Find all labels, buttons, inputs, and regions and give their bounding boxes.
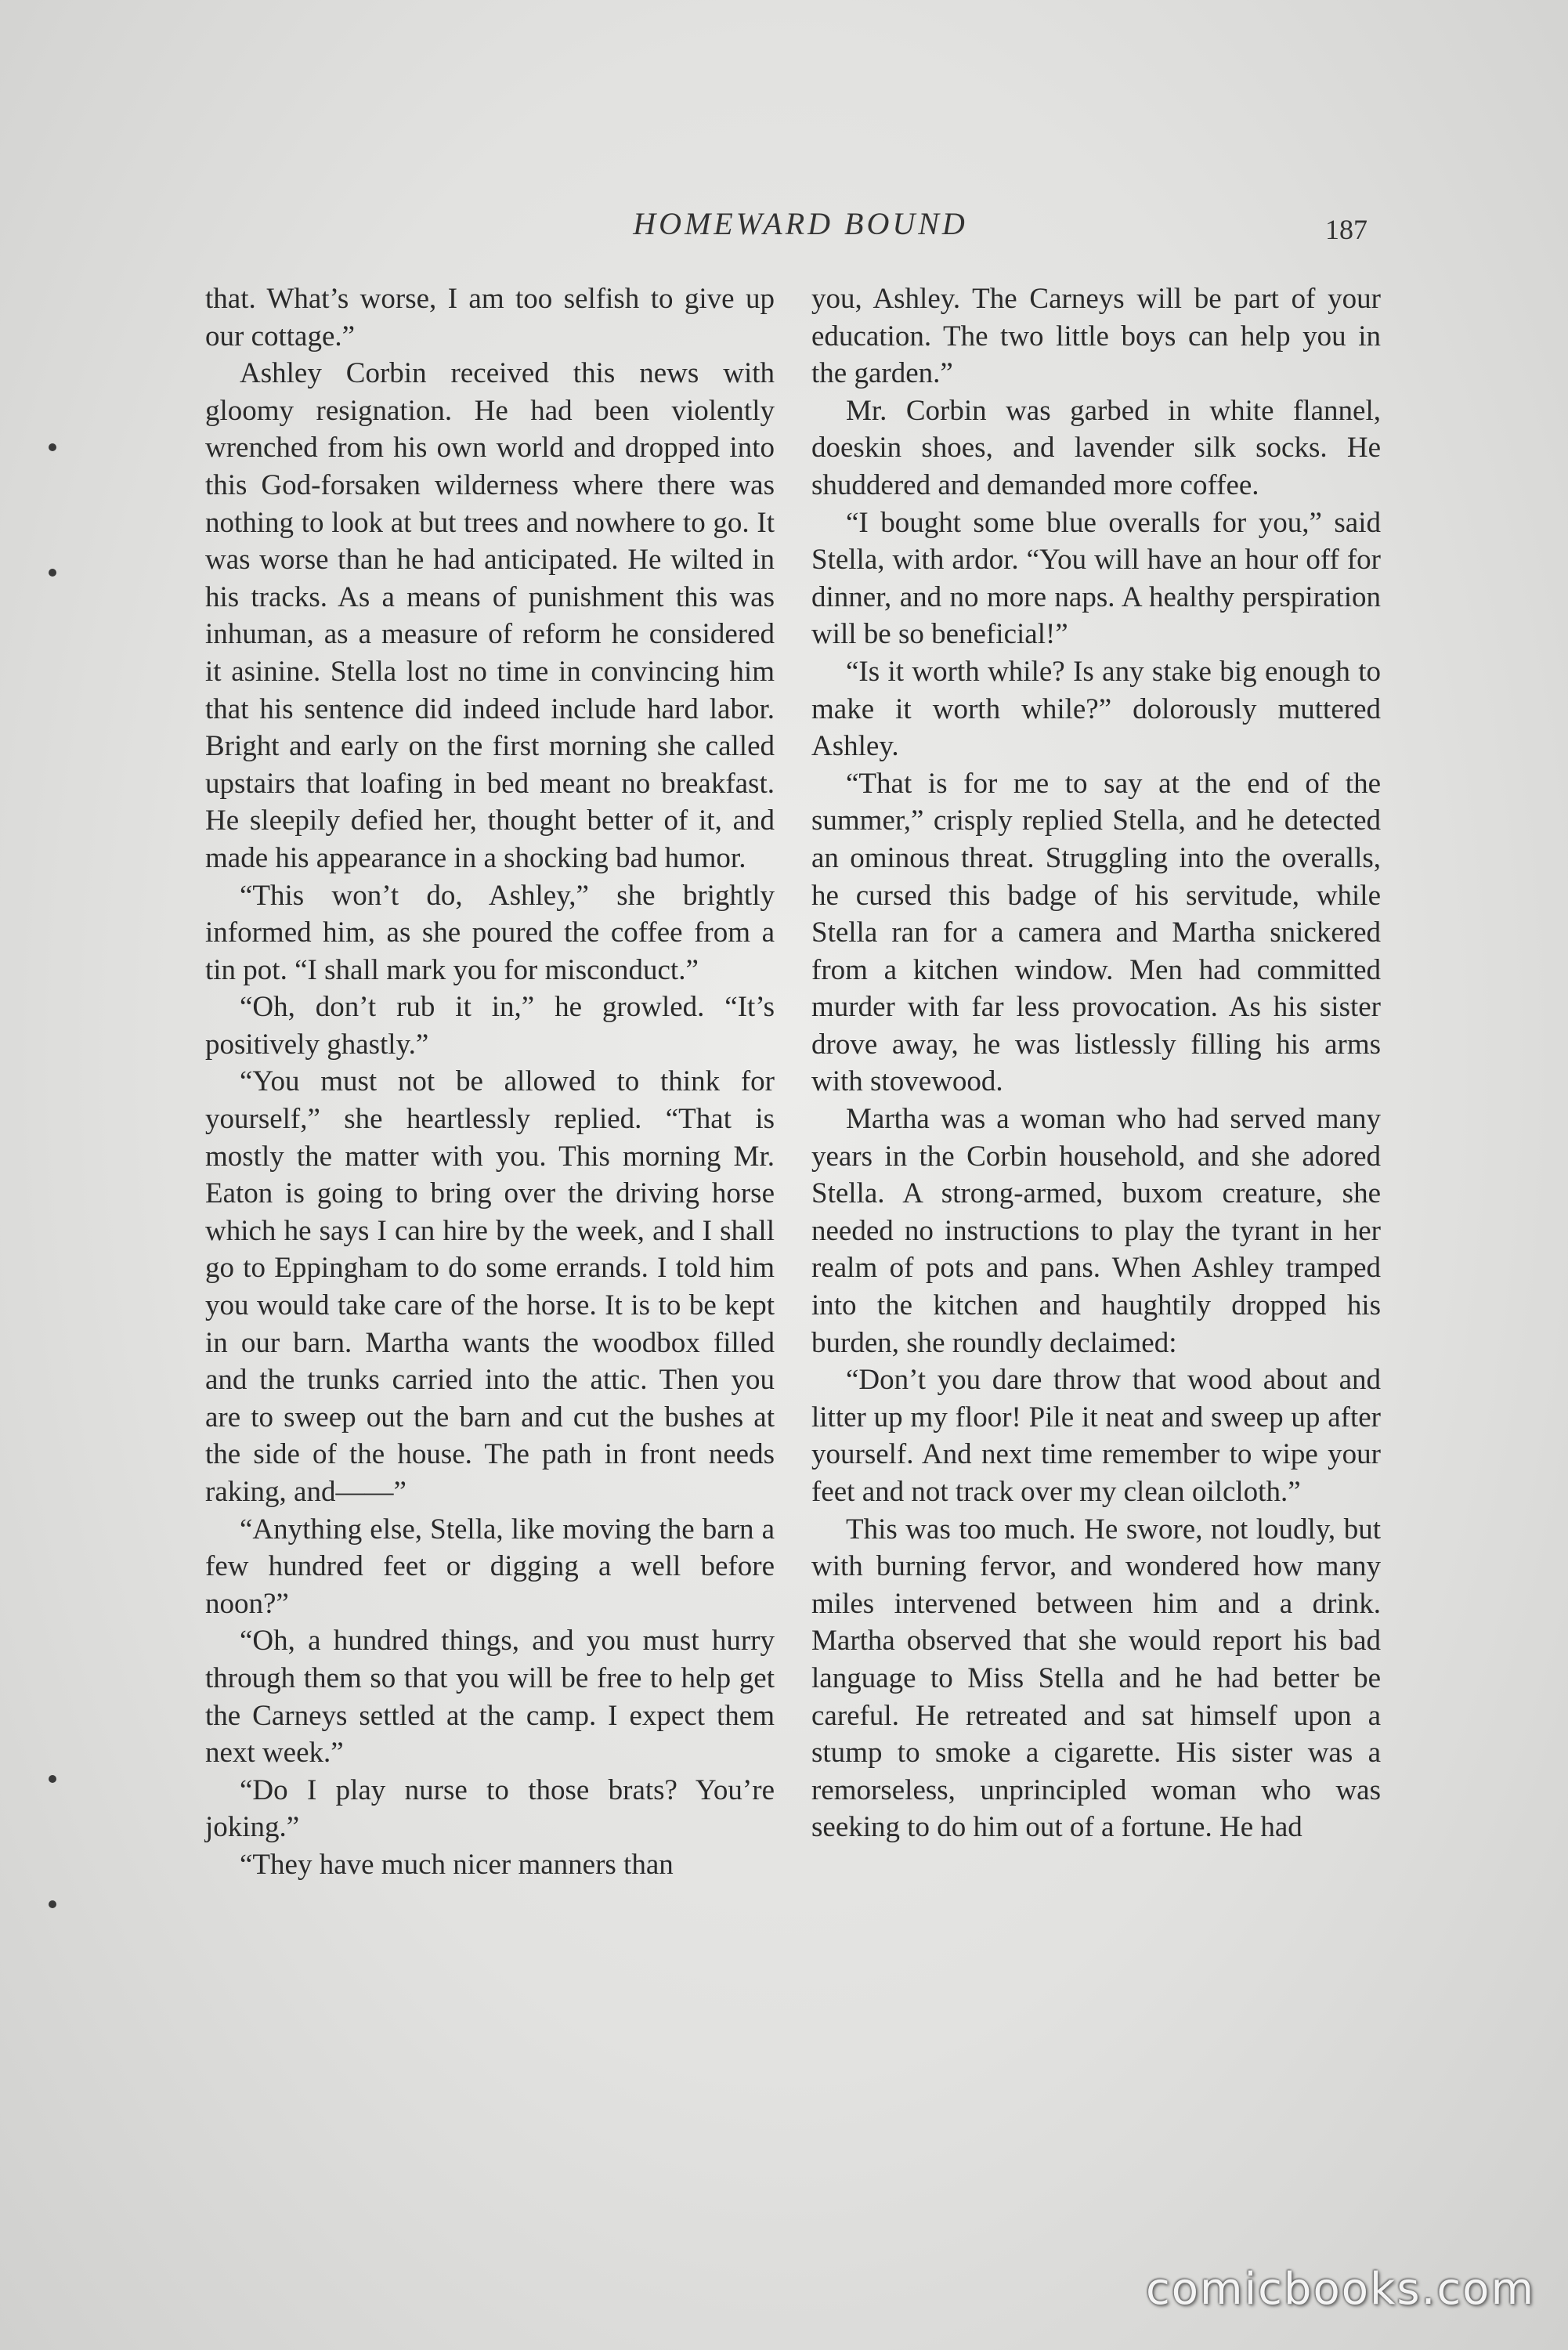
paragraph: “I bought some blue overalls for you,” said Stella, with ardor. “You will have an hour off for dinner, and no more naps. A healthy perspiration will be so beneficial!” [811,506,1381,651]
paragraph: “They have much nicer manners than [240,1848,674,1881]
paragraph: This was too much. He swore, not loudly, but with burning fervor, and wondered how many miles intervened between him and a drink. Martha observed that she would report his bad language to Miss Stella and he had better be careful. He retreated and sat himself upon a stump to smoke a cigarette. His sister was a remorseless, unprincipled woman who was seeking to do him out of a fortune. He had [811,1513,1381,1844]
paragraph: “This won’t do, Ashley,” she brightly informed him, as she poured the coffee from a tin pot. “I shall mark you for misconduct.” [205,879,775,986]
margin-dot [49,443,56,451]
paragraph: “Is it worth while? Is any stake big enough to make it worth while?” dolorously muttered Ashley. [811,655,1381,763]
paragraph: Ashley Corbin received this news with gloomy resignation. He had been violently wrenched from his own world and dropped into this God-forsaken wilderness where there was nothing to look at but trees and nowhere to go. It was worse than he had anticipated. He wilted in his tracks. As a means of punishment this was inhuman, as a measure of reform he considered it asinine. Stella lost no time in convincing him that his sentence did indeed include hard labor. Bright and early on the first morning she called upstairs that loafing in bed meant no breakfast. He sleepily defied her, thought better of it, and made his appearance in a shocking bad humor. [205,357,775,874]
left-column [205,280,775,1884]
paragraph: “Don’t you dare throw that wood about and litter up my floor! Pile it neat and sweep up after yourself. And next time remember to wipe your feet and not track over my clean oilcloth.” [811,1364,1381,1508]
margin-dot [49,1775,56,1783]
paragraph: Martha was a woman who had served many years in the Corbin household, and she adored Stella. A strong-armed, buxom creature, she needed no instructions to play the tyrant in her realm of pots and pans. When Ashley tramped into the kitchen and haughtily dropped his burden, she roundly declaimed: [811,1103,1381,1359]
running-head: HOMEWARD BOUND [633,206,968,241]
page-number: 187 [1325,214,1367,245]
paragraph: Mr. Corbin was garbed in white flannel, doeskin shoes, and lavender silk socks. He shuddered and demanded more coffee. [811,394,1381,501]
paragraph: “Oh, a hundred things, and you must hurry through them so that you will be free to help get the Carneys settled at the camp. I expect them next week.” [205,1625,775,1770]
margin-dot [49,1900,56,1908]
margin-dot [49,569,56,577]
watermark: comicbooks.com [1145,2264,1535,2315]
right-column [811,280,1381,1846]
paragraph: “You must not be allowed to think for yourself,” she heartlessly replied. “That is mostly the matter with you. This morning Mr. Eaton is going to bring over the driving horse which he says I can hire by the week, and I shall go to Eppingham to do some errands. I told him you would take care of the horse. It is to be kept in our barn. Martha wants the woodbox filled and the trunks carried into the attic. Then you are to sweep out the barn and cut the bushes at the side of the house. The path in front needs raking, and——” [205,1065,775,1508]
paragraph: “Oh, don’t rub it in,” he growled. “It’s positively ghastly.” [205,991,775,1061]
paragraph: “Anything else, Stella, like moving the barn a few hundred feet or digging a well before noon?” [205,1513,775,1620]
paragraph: you, Ashley. The Carneys will be part of your education. The two little boys can help you in the garden.” [811,283,1381,390]
paragraph: “That is for me to say at the end of the summer,” crisply replied Stella, and he detected an ominous threat. Struggling into the overalls, he cursed this badge of his servitude, while Stella ran for a camera and Martha snickered from a kitchen window. Men had committed murder with far less provocation. As his sister drove away, he was listlessly filling his arms with stovewood. [811,767,1381,1098]
paragraph: that. What’s worse, I am too selfish to give up our cottage.” [205,283,775,352]
paragraph: “Do I play nurse to those brats? You’re joking.” [205,1773,775,1844]
